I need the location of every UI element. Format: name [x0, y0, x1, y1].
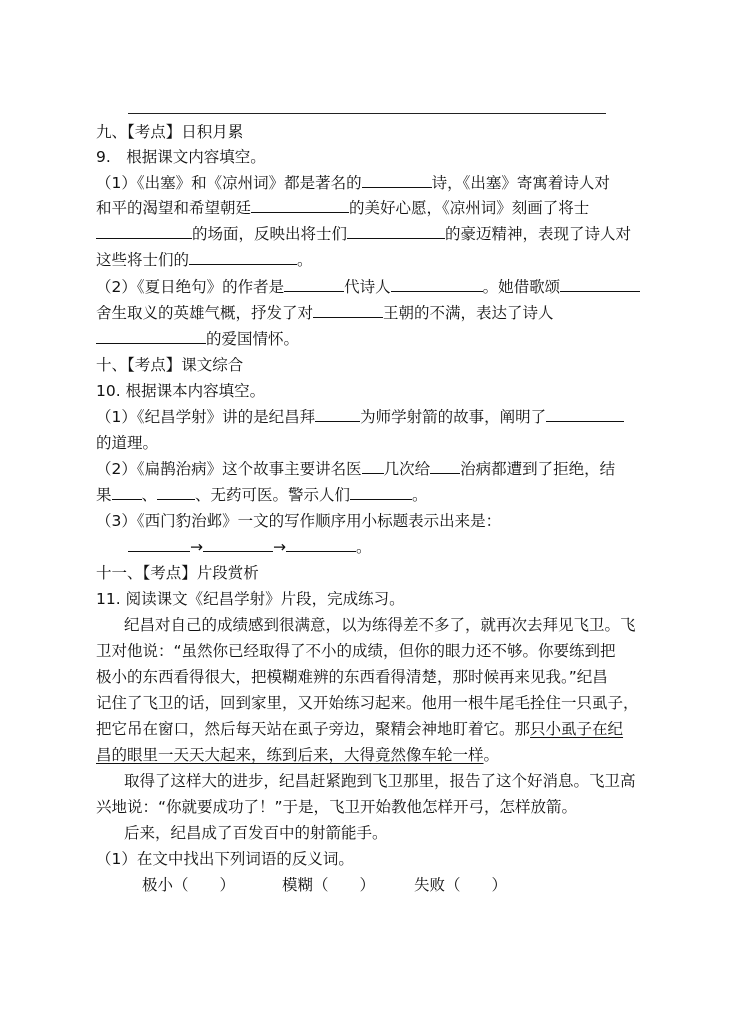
text: 。 — [483, 746, 500, 764]
text: 的豪迈精神，表现了诗人对 — [445, 225, 632, 243]
answer-blank[interactable] — [286, 536, 356, 552]
q9-part1-line2 — [96, 197, 589, 221]
text: （1）《纪昌学射》讲的是纪昌拜 — [96, 408, 316, 426]
underlined-sentence: 昌的眼里一天天大起来，练到后来，大得竟然像车轮一样 — [96, 746, 484, 764]
text: 的爱国情怀。 — [206, 330, 300, 348]
text: 。 — [412, 486, 428, 504]
question-10: 10. 根据课本内容填空。 — [96, 382, 266, 400]
answer-blank[interactable] — [189, 249, 297, 265]
text: 、无药可医。警示人们 — [195, 486, 351, 504]
text: 把它吊在窗口，然后每天站在虱子旁边，聚精会神地盯着它。那 — [96, 720, 531, 738]
answer-blank[interactable] — [96, 328, 206, 344]
q10-part1-line2: 的道理。 — [96, 434, 159, 452]
q10-part3-line1: （3）《西门豹治邺》一文的写作顺序用小标题表示出来是： — [96, 512, 502, 530]
answer-blank[interactable] — [362, 458, 384, 474]
answer-blank[interactable] — [362, 172, 432, 188]
underlined-sentence: 只小虱子在纪 — [530, 720, 624, 738]
question-9: 9. 根据课文内容填空。 — [96, 148, 266, 166]
q10-part3-line2 — [128, 536, 372, 560]
answer-blank[interactable] — [391, 276, 483, 292]
passage-para1-line4: 记住了飞卫的话，回到家里，又开始练习起来。他用一根牛尾毛拴住一只虱子， — [96, 694, 639, 712]
text: （2）《扁鹊治病》这个故事主要讲名医 — [96, 460, 362, 478]
text: （2）《夏日绝句》的作者是 — [96, 278, 285, 296]
antonym-word-3[interactable]: 失败（ ） — [414, 876, 508, 894]
q9-part1-line3 — [96, 223, 631, 247]
passage-para2-line1: 取得了这样大的进步，纪昌赶紧跑到飞卫那里，报告了这个好消息。飞卫高 — [124, 772, 636, 790]
passage-para1-line3: 极小的东西看得很大，把模糊难辨的东西看得清楚，那时候再来见我。”纪昌 — [96, 668, 608, 686]
text: （1）《出塞》和《凉州词》都是著名的 — [96, 174, 362, 192]
answer-blank[interactable] — [560, 276, 640, 292]
answer-line-top — [128, 113, 606, 114]
arrow: → — [190, 538, 203, 556]
answer-blank[interactable] — [157, 484, 195, 500]
text: 几次给 — [383, 460, 431, 478]
q9-part1-line1 — [96, 172, 610, 196]
text: 。她借歌颂 — [482, 278, 561, 296]
answer-blank[interactable] — [96, 223, 192, 239]
section9-heading: 九、【考点】日积月累 — [96, 123, 244, 141]
q10-part1-line1 — [96, 406, 624, 430]
passage-para2-line2: 兴地说：“你就要成功了！”于是，飞卫开始教他怎样开弓，怎样放箭。 — [96, 798, 578, 816]
text: 为师学射箭的故事，阐明了 — [360, 408, 547, 426]
answer-blank[interactable] — [112, 484, 142, 500]
passage-para1-line2: 卫对他说：“虽然你已经取得了不小的成绩，但你的眼力还不够。你要练到把 — [96, 642, 616, 660]
text: 果 — [96, 486, 112, 504]
antonym-word-1[interactable]: 极小（ ） — [142, 876, 236, 894]
text: 治病都遭到了拒绝，结 — [460, 460, 616, 478]
answer-blank[interactable] — [251, 197, 349, 213]
answer-blank[interactable] — [350, 484, 412, 500]
q11-sub1: （1）在文中找出下列词语的反义词。 — [96, 850, 354, 868]
section10-heading: 十、【考点】课文综合 — [96, 356, 244, 374]
answer-blank[interactable] — [313, 302, 383, 318]
text: 这些将士们的 — [96, 251, 190, 269]
text: 和平的渴望和希望朝廷 — [96, 199, 252, 217]
q9-part1-line4 — [96, 249, 313, 273]
q10-part2-line2 — [96, 484, 428, 508]
text: 。 — [356, 538, 372, 556]
q10-part2-line1 — [96, 458, 615, 482]
answer-blank[interactable] — [430, 458, 460, 474]
antonym-word-2[interactable]: 模糊（ ） — [282, 876, 376, 894]
answer-blank[interactable] — [347, 223, 445, 239]
q9-part2-line2 — [96, 302, 554, 326]
answer-blank[interactable] — [128, 536, 190, 552]
passage-para1-line6 — [96, 744, 499, 768]
q9-part2-line3 — [96, 328, 299, 352]
text: 王朝的不满，表达了诗人 — [383, 304, 554, 322]
section11-heading: 十一、【考点】片段赏析 — [96, 564, 259, 582]
text: 的美好心愿，《凉州词》刻画了将士 — [349, 199, 590, 217]
answer-blank[interactable] — [284, 276, 344, 292]
passage-para1-line1: 纪昌对自己的成绩感到很满意，以为练得差不多了，就再次去拜见飞卫。飞 — [124, 616, 636, 634]
question-11: 11. 阅读课文《纪昌学射》片段，完成练习。 — [96, 590, 405, 608]
text: 。 — [297, 251, 313, 269]
text: 、 — [141, 486, 158, 504]
answer-blank[interactable] — [546, 406, 624, 422]
text: 代诗人 — [344, 278, 391, 296]
q9-part2-line1 — [96, 276, 640, 300]
text: 的场面，反映出将士们 — [192, 225, 348, 243]
answer-blank[interactable] — [315, 406, 360, 422]
answer-blank[interactable] — [203, 536, 273, 552]
text: 舍生取义的英雄气概，抒发了对 — [96, 304, 314, 322]
text: 诗，《出塞》寄寓着诗人对 — [431, 174, 610, 192]
arrow: → — [273, 538, 286, 556]
passage-para1-line5 — [96, 718, 623, 742]
passage-para3: 后来，纪昌成了百发百中的射箭能手。 — [124, 824, 388, 842]
